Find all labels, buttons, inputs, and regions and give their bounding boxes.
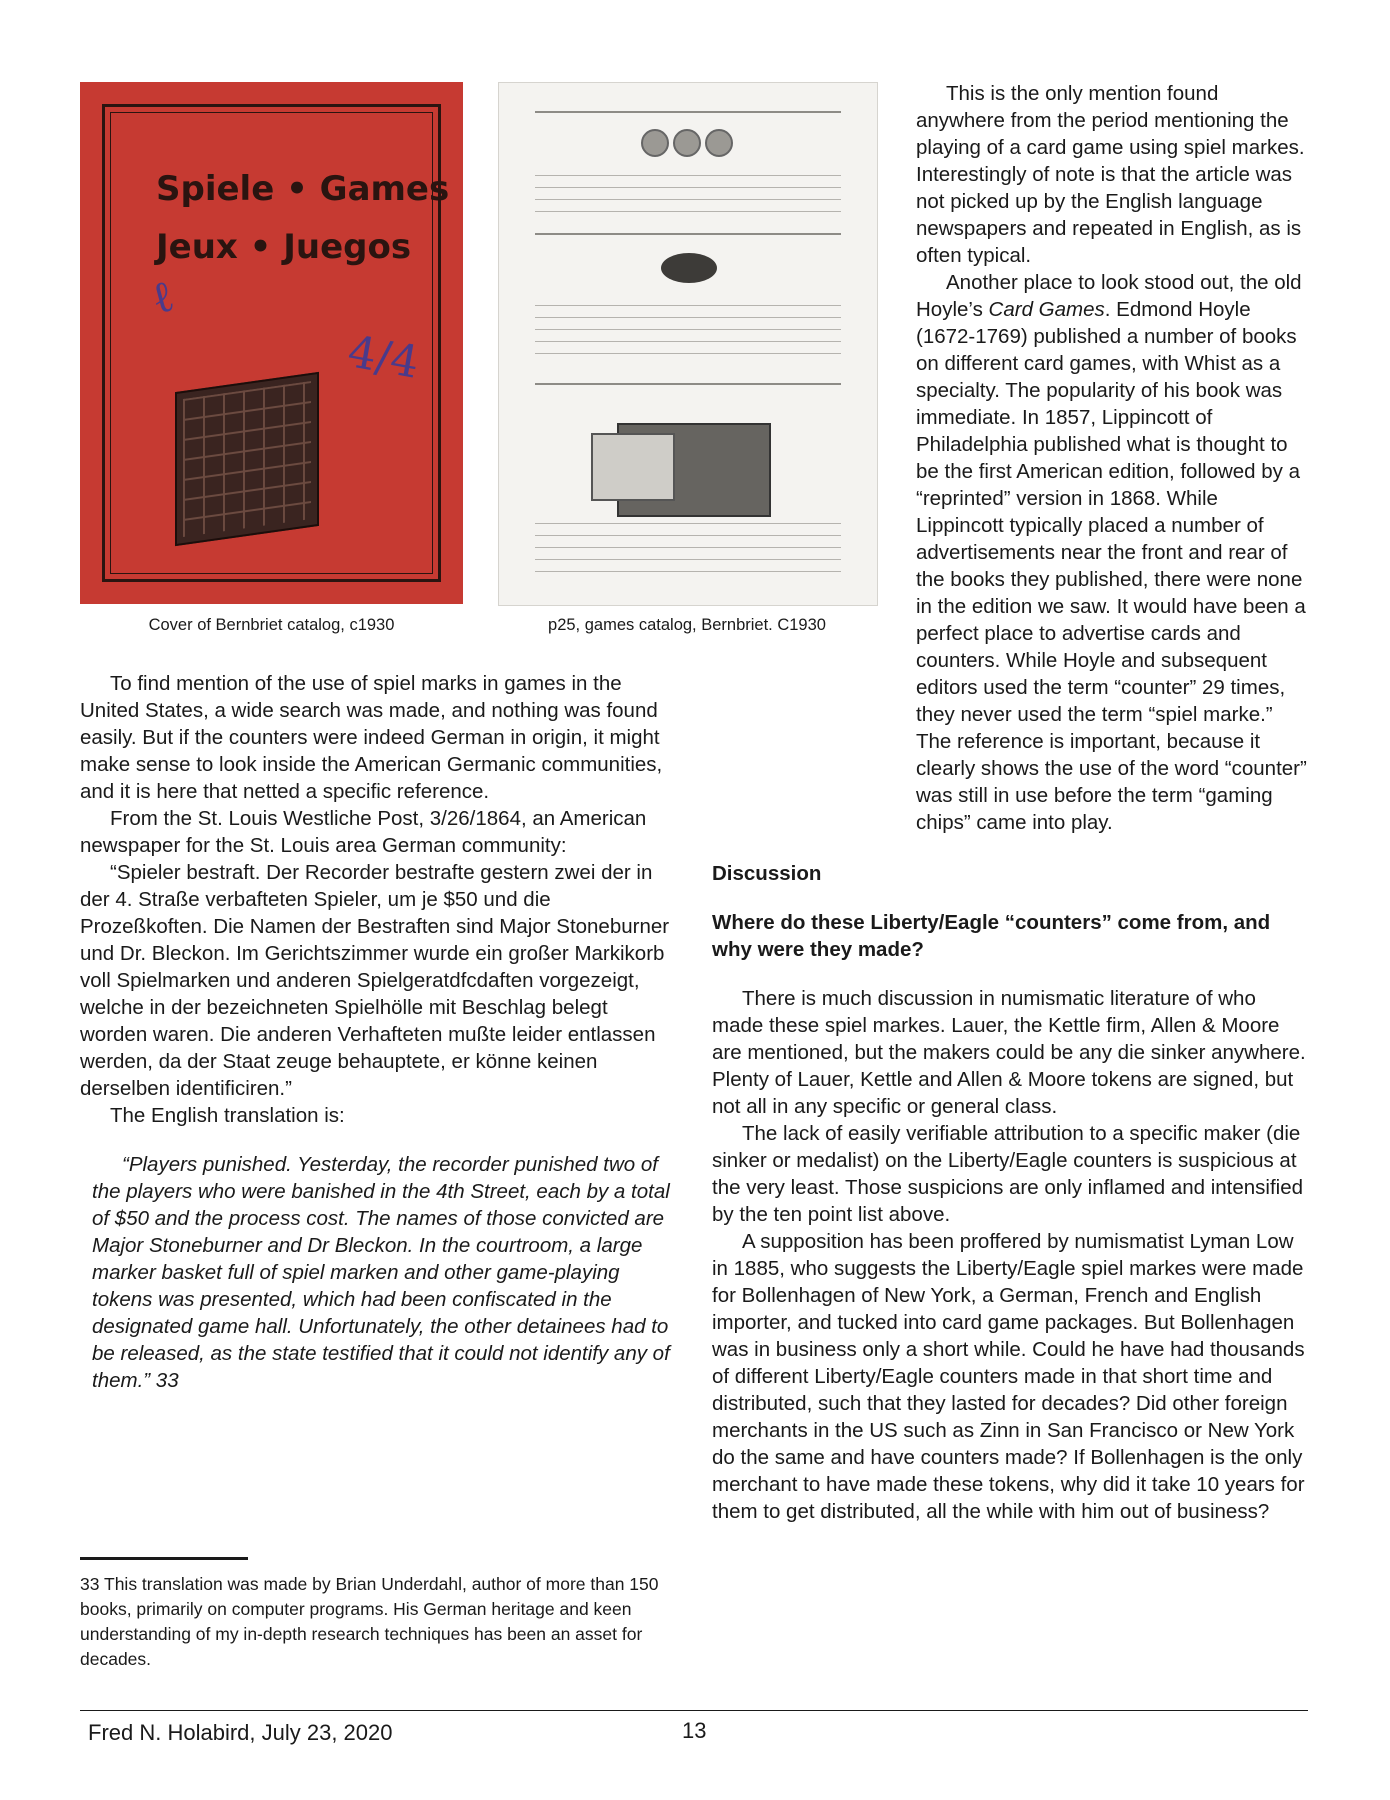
subsection-heading: Where do these Liberty/Eagle “counters” come from, and why were they made?	[712, 911, 1271, 961]
paragraph: This is the only mention found anywhere from the period mentioning the playing of a card game using spiel markes. Interestingly of note is that the article was not picked up by the English language newspapers and repeated in English, as is often typical.	[916, 82, 1305, 267]
catalog-cover-image	[80, 82, 463, 604]
paragraph: There is much discussion in numismatic literature of who made these spiel markes. Lauer, the Kettle firm, Allen & Moore are mentioned, but the makers could be any die sinker anywhere. Plenty of Lauer, Kettle and Allen & Moore tokens are signed, but not all in any specific or general class.	[712, 987, 1306, 1118]
right-column-top	[916, 80, 1308, 836]
left-column	[80, 670, 680, 1394]
handwritten-mark: 4/4	[344, 326, 423, 389]
catalog-caption: p25, games catalog, Bernbriet. C1930	[548, 616, 826, 634]
paragraph	[916, 269, 1308, 836]
footnote-rule	[80, 1557, 248, 1560]
footer-rule	[80, 1710, 1308, 1711]
cover-title-line2: Jeux • Juegos	[156, 227, 412, 267]
section-heading: Discussion	[712, 862, 822, 885]
cover-title	[156, 160, 449, 276]
text-run: Another place to look stood out, the old Hoyle’s	[916, 271, 1302, 321]
paragraph: To find mention of the use of spiel marks in games in the United States, a wide search was made, and nothing was found easily. But if the counters were indeed German in origin, it might make sense to look inside the American Germanic communities, and it is here that netted a specific reference.	[80, 672, 663, 803]
text-run: . Edmond Hoyle (1672-1769) published a number of books on different card games, with Whist as a specialty. The popularity of his book was immediate. In 1857, Lippincott of Philadelphia published what is thought to be the first American edition, followed by a “reprinted” version in 1868. While Lippincott typically placed a number of advertisements near the front and rear of the books they published, there were none in the edition we saw. It would have been a perfect place to advertise cards and counters. While Hoyle and subsequent editors used the term “counter” 29 times, they never used the term “spiel marke.” The reference is important, because it clearly shows the use of the word “counter” was still in use before the term “gaming chips” came into play.	[916, 298, 1307, 834]
footer-author-date: Fred N. Holabird, July 23, 2020	[88, 1720, 393, 1745]
paragraph: The lack of easily verifiable attribution to a specific maker (die sinker or medalist) on the Liberty/Eagle counters is suspicious at the very least. Those suspicions are only inflamed and intensified by the ten point list above.	[712, 1122, 1304, 1226]
translation-quote: “Players punished. Yesterday, the recorder punished two of the players who were banished in the 4th Street, each by a total of $50 and the process cost. The names of those convicted are Major Stoneburner and Dr Bleckon. In the courtroom, a large marker basket full of spiel marken and other game-playing tokens was presented, which had been confiscated in the designated game hall. Unfortunately, the other detainees had to be released, as the state testified that it could not identify any of them.” 33	[92, 1153, 670, 1392]
german-quote: “Spieler bestraft. Der Recorder bestrafte gestern zwei der in der 4. Straße verbafteten Spieler, um je $50 und die Prozeßkoften. Die Namen der Bestraften sind Major Stoneburner und Dr. Bleckon. Im Gerichtszimmer wurde ein großer Markikorb voll Spielmarken und anderen Spielgeratdfcdaften vorgezeigt, welche in der bezeichneten Spielhölle mit Beschlag belegt worden waren. Die anderen Verhafteten mußte leider entlassen werden, da der Staat zeuge behauptete, er könne keinen derselben identificiren.”	[80, 861, 670, 1100]
catalog-page-image	[498, 82, 878, 606]
handwritten-mark: ℓ	[145, 270, 180, 325]
paragraph: A supposition has been proffered by numismatist Lyman Low in 1885, who suggests the Liberty/Eagle spiel markes were made for Bollenhagen of New York, a German, French and English importer, and tucked into card game packages. But Bollenhagen was in business only a short while. Could he have had thousands of different Liberty/Eagle counters made in that short time and distributed, such that they lasted for decades? Did other foreign merchants in the US such as Zinn in San Francisco or New York do the same and have counters made? If Bollenhagen is the only merchant to have made these tokens, why did it take 10 years for them to get distributed, all the while with him out of business?	[712, 1230, 1305, 1523]
right-column-bottom	[712, 860, 1308, 1525]
paragraph: From the St. Louis Westliche Post, 3/26/1864, an American newspaper for the St. Louis area German community:	[80, 807, 647, 857]
cover-title-line1: Spiele • Games	[156, 169, 450, 209]
game-box-illustration	[175, 372, 319, 546]
cover-caption: Cover of Bernbriet catalog, c1930	[148, 616, 395, 634]
book-title: Card Games	[988, 298, 1105, 321]
paragraph: The English translation is:	[110, 1104, 345, 1127]
footnote	[80, 1572, 672, 1672]
page-number: 13	[682, 1718, 707, 1743]
footnote-text: 33 This translation was made by Brian Underdahl, author of more than 150 books, primarily on computer programs. His German heritage and keen understanding of my in-depth research techniques has been an asset for decades.	[80, 1574, 659, 1669]
